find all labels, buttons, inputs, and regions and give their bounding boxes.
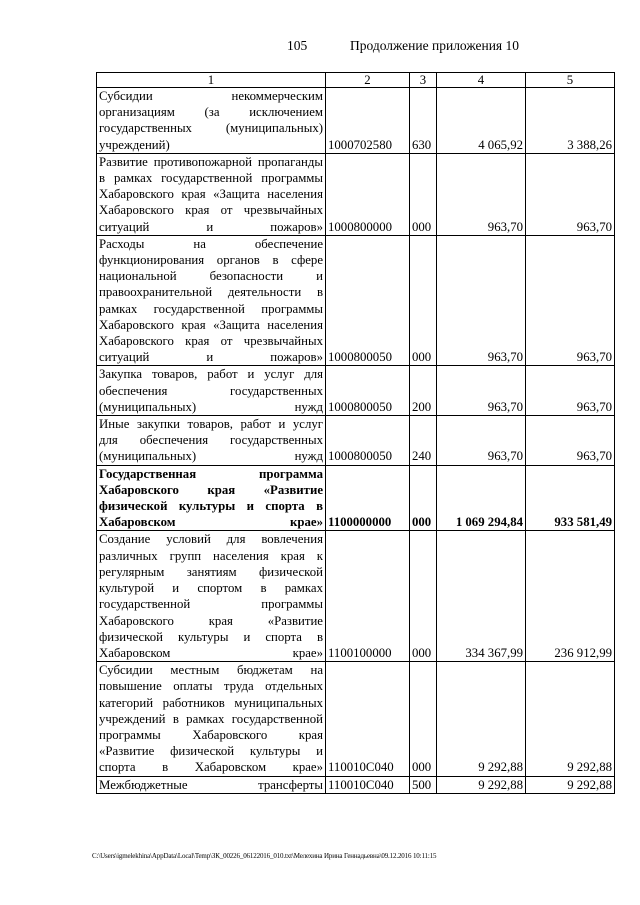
row-expense-type-cell: 000 bbox=[410, 531, 437, 662]
row-code-cell: 1000800050 bbox=[326, 366, 410, 416]
row-sum-2017-cell: 933 581,49 bbox=[526, 465, 615, 531]
row-code-cell: 1100000000 bbox=[326, 465, 410, 531]
column-header: 1 bbox=[97, 73, 326, 88]
row-expense-type-cell: 630 bbox=[410, 88, 437, 154]
row-sum-2016-cell: 963,70 bbox=[437, 235, 526, 366]
row-sum-2016-cell: 1 069 294,84 bbox=[437, 465, 526, 531]
page-number: 105 bbox=[287, 38, 308, 53]
row-name-cell: Межбюджетные трансферты bbox=[97, 776, 326, 793]
table-row bbox=[97, 776, 615, 793]
row-name-cell: Создание условий для вовлечения различных групп населения края к регулярным занятиям физической культурой и спортом в рамках государственной программы Хабаровского края «Развитие физической культуры и спорта в Хабаровском крае» bbox=[97, 531, 326, 662]
row-sum-2016-cell: 963,70 bbox=[437, 366, 526, 416]
budget-table bbox=[96, 72, 615, 794]
row-expense-type-cell: 000 bbox=[410, 153, 437, 235]
row-code-cell: 1000800050 bbox=[326, 235, 410, 366]
row-sum-2016-cell: 9 292,88 bbox=[437, 776, 526, 793]
row-sum-2017-cell: 9 292,88 bbox=[526, 776, 615, 793]
row-sum-2017-cell: 963,70 bbox=[526, 416, 615, 466]
row-expense-type-cell: 240 bbox=[410, 416, 437, 466]
column-header: 5 bbox=[526, 73, 615, 88]
row-sum-2017-cell: 963,70 bbox=[526, 366, 615, 416]
row-sum-2017-cell: 963,70 bbox=[526, 235, 615, 366]
table-row bbox=[97, 416, 615, 466]
row-name-cell: Государственная программа Хабаровского края «Развитие физической культуры и спорта в Хабаровском крае» bbox=[97, 465, 326, 531]
row-sum-2017-cell: 3 388,26 bbox=[526, 88, 615, 154]
table-header-row bbox=[97, 73, 615, 88]
row-sum-2016-cell: 9 292,88 bbox=[437, 662, 526, 776]
row-sum-2016-cell: 4 065,92 bbox=[437, 88, 526, 154]
row-expense-type-cell: 000 bbox=[410, 662, 437, 776]
table-body bbox=[97, 88, 615, 794]
table-row bbox=[97, 153, 615, 235]
row-expense-type-cell: 500 bbox=[410, 776, 437, 793]
row-expense-type-cell: 000 bbox=[410, 235, 437, 366]
column-header: 2 bbox=[326, 73, 410, 88]
table-row bbox=[97, 88, 615, 154]
row-code-cell: 1100100000 bbox=[326, 531, 410, 662]
row-sum-2016-cell: 963,70 bbox=[437, 153, 526, 235]
row-code-cell: 110010С040 bbox=[326, 662, 410, 776]
row-sum-2016-cell: 963,70 bbox=[437, 416, 526, 466]
column-header: 3 bbox=[410, 73, 437, 88]
table-row bbox=[97, 662, 615, 776]
row-code-cell: 1000702580 bbox=[326, 88, 410, 154]
table-row bbox=[97, 465, 615, 531]
row-sum-2017-cell: 236 912,99 bbox=[526, 531, 615, 662]
row-code-cell: 110010С040 bbox=[326, 776, 410, 793]
table-row bbox=[97, 531, 615, 662]
row-name-cell: Развитие противопожарной пропаганды в рамках государственной программы Хабаровского края «Защита населения Хабаровского края от чрезвычайных ситуаций и пожаров» bbox=[97, 153, 326, 235]
row-name-cell: Расходы на обеспечение функционирования органов в сфере национальной безопасности и правоохранительной деятельности в рамках государственной программы Хабаровского края «Защита населения Хабаровского края от чрезвычайных ситуаций и пожаров» bbox=[97, 235, 326, 366]
file-path-footer: C:\Users\igmelekhina\AppData\Local\Temp\ЗК_00226_06122016_010.txt\Мелехина Ирина Геннадьевна\09.12.2016 10:11:15 bbox=[92, 852, 437, 860]
row-expense-type-cell: 000 bbox=[410, 465, 437, 531]
row-name-cell: Закупка товаров, работ и услуг для обеспечения государственных (муниципальных) нужд bbox=[97, 366, 326, 416]
row-name-cell: Субсидии местным бюджетам на повышение оплаты труда отдельных категорий работников муниципальных учреждений в рамках государственной программы Хабаровского края «Развитие физической культуры и спорта в Хабаровском крае» bbox=[97, 662, 326, 776]
row-code-cell: 1000800000 bbox=[326, 153, 410, 235]
row-sum-2016-cell: 334 367,99 bbox=[437, 531, 526, 662]
row-code-cell: 1000800050 bbox=[326, 416, 410, 466]
table-row bbox=[97, 366, 615, 416]
row-name-cell: Субсидии некоммерческим организациям (за исключением государственных (муниципальных) учреждений) bbox=[97, 88, 326, 154]
column-header: 4 bbox=[437, 73, 526, 88]
table-row bbox=[97, 235, 615, 366]
row-sum-2017-cell: 9 292,88 bbox=[526, 662, 615, 776]
row-sum-2017-cell: 963,70 bbox=[526, 153, 615, 235]
page-caption: Продолжение приложения 10 bbox=[350, 38, 520, 53]
row-expense-type-cell: 200 bbox=[410, 366, 437, 416]
row-name-cell: Иные закупки товаров, работ и услуг для обеспечения государственных (муниципальных) нужд bbox=[97, 416, 326, 466]
